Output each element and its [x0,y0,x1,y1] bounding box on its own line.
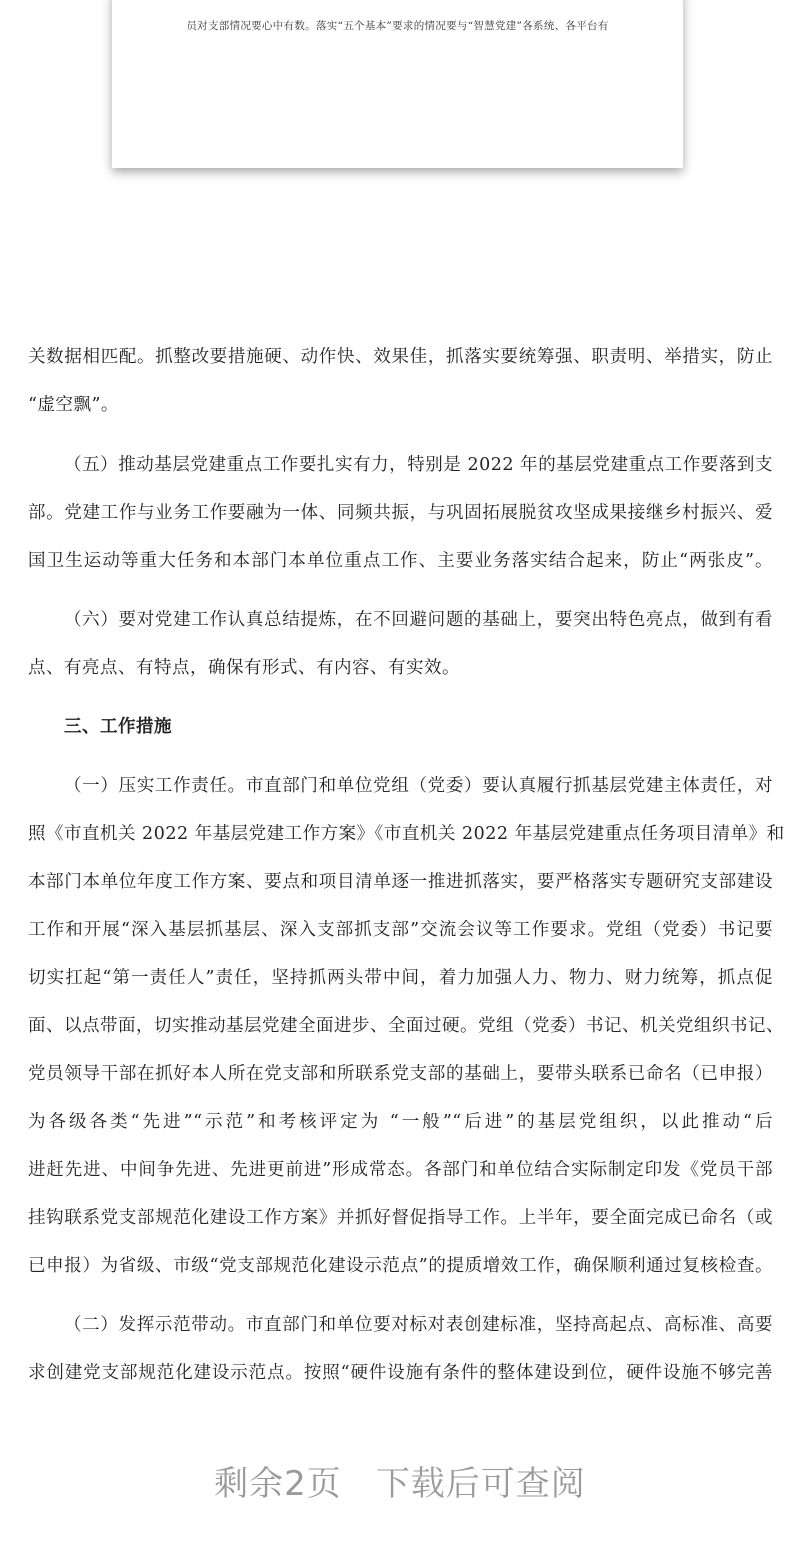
text-line: 照《市直机关 2022 年基层党建工作方案》《市直机关 2022 年基层党建重点任务项目清单》和 [28,824,785,844]
text-line: 求创建党支部规范化建设示范点。按照“硬件设施有条件的整体建设到位，硬件设施不够完善 [28,1363,773,1383]
text-line: 工作和开展“深入基层抓基层、深入支部抓支部”交流会议等工作要求。党组（党委）书记要 [28,920,773,940]
text-line: 进赶先进、中间争先进、先进更前进”形成常态。各部门和单位结合实际制定印发《党员干部 [28,1160,773,1180]
text-line: 关数据相匹配。抓整改要措施硬、动作快、效果佳，抓落实要统筹强、职责明、举措实，防止 [28,347,773,367]
text-line: （二）发挥示范带动。市直部门和单位要对标对表创建标准，坚持高起点、高标准、高要 [64,1315,773,1335]
text-line: “虚空飘”。 [28,395,119,415]
text-line: 已申报）为省级、市级“党支部规范化建设示范点”的提质增效工作，确保顺利通过复核检查。 [28,1256,773,1276]
text-line: 为各级各类“先进”“示范”和考核评定为 “一般”“后进”的基层党组织，以此推动“后 [28,1112,773,1132]
download-hint-label: 下载后可查阅 [375,1464,586,1504]
text-line: （一）压实工作责任。市直部门和单位党组（党委）要认真履行抓基层党建主体责任，对 [64,776,773,796]
text-line: （五）推动基层党建重点工作要扎实有力，特别是 2022 年的基层党建重点工作要落到支 [64,455,773,475]
text-line: 部。党建工作与业务工作要融为一体、同频共振，与巩固拓展脱贫攻坚成果接继乡村振兴、爱 [28,503,773,523]
section-heading: 三、工作措施 [64,717,172,737]
previous-page-preview [112,0,683,168]
download-prompt[interactable] [0,1456,800,1505]
text-line: 本部门本单位年度工作方案、要点和项目清单逐一推进抓落实，要严格落实专题研究支部建设 [28,872,773,892]
remaining-pages-label: 剩余2页 [214,1464,342,1504]
previous-page-text: 员对支部情况要心中有数。落实“五个基本”要求的情况要与“智慧党建”各系统、各平台有 [186,20,609,32]
text-line: 党员领导干部在抓好本人所在党支部和所联系党支部的基础上，要带头联系已命名（已申报） [28,1064,773,1084]
text-line: 点、有亮点、有特点，确保有形式、有内容、有实效。 [28,658,460,678]
text-line: 面、以点带面，切实推动基层党建全面进步、全面过硬。党组（党委）书记、机关党组织书记、 [28,1016,784,1036]
text-line: 切实扛起“第一责任人”责任，坚持抓两头带中间，着力加强人力、物力、财力统筹，抓点促 [28,968,773,988]
text-line: （六）要对党建工作认真总结提炼，在不回避问题的基础上，要突出特色亮点，做到有看 [64,610,773,630]
text-line: 挂钩联系党支部规范化建设工作方案》并抓好督促指导工作。上半年，要全面完成已命名（或 [28,1208,773,1228]
text-line: 国卫生运动等重大任务和本部门本单位重点工作、主要业务落实结合起来，防止“两张皮”。 [28,551,773,571]
